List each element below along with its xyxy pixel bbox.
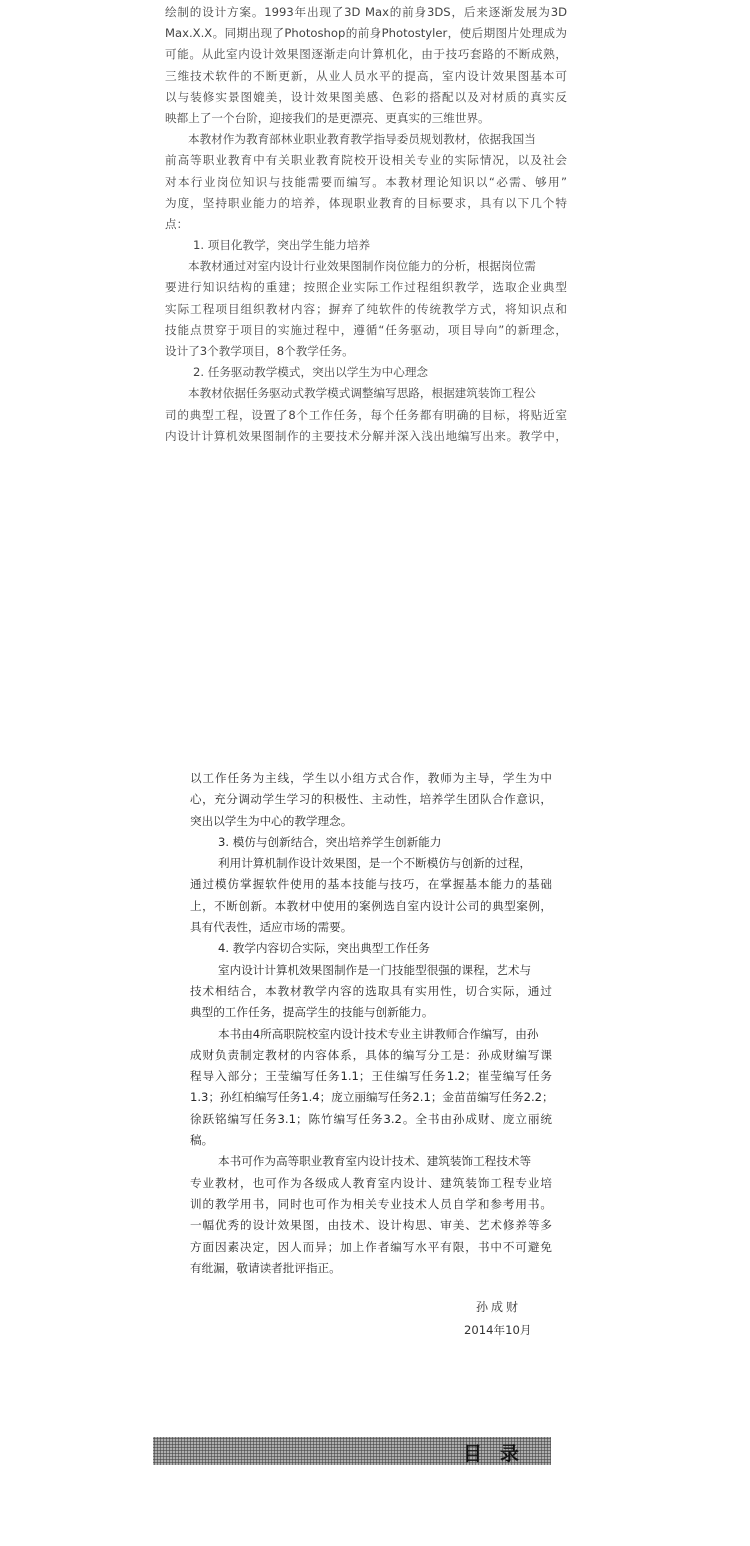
paragraph-line: 技能点贯穿于项目的实施过程中，遵循“任务驱动，项目导向”的新理念，: [165, 322, 567, 337]
paragraph-line: 稿。: [190, 1133, 214, 1148]
paragraph-line: 本教材依据任务驱动式教学模式调整编写思路，根据建筑装饰工程公: [188, 386, 536, 401]
paragraph-line: 本教材作为教育部林业职业教育教学指导委员规划教材，依据我国当: [188, 132, 536, 147]
section-heading: 2. 任务驱动教学模式，突出以学生为中心理念: [193, 365, 429, 380]
paragraph-line: 上，不断创新。本教材中使用的案例选自室内设计公司的典型案例，: [190, 898, 552, 913]
section-heading: 3. 模仿与创新结合，突出培养学生创新能力: [218, 834, 442, 849]
paragraph-line: 突出以学生为中心的教学理念。: [190, 813, 353, 828]
paragraph-line: 训的教学用书，同时也可作为相关专业技术人员自学和参考用书。: [190, 1196, 552, 1211]
paragraph-line: 要进行知识结构的重建；按照企业实际工作过程组织教学，选取企业典型: [165, 280, 567, 295]
paragraph-line: 以工作任务为主线，学生以小组方式合作，教师为主导，学生为中: [190, 771, 552, 785]
paragraph-line: 实际工程项目组织教材内容；摒弃了纯软件的传统教学方式，将知识点和: [165, 301, 567, 316]
paragraph-line: 内设计计算机效果图制作的主要技术分解并深入浅出地编写出来。教学中，: [165, 428, 567, 443]
paragraph-line: 程导入部分；王莹编写任务1.1；王佳编写任务1.2；崔莹编写任务: [190, 1069, 552, 1084]
paragraph-line: 专业教材，也可作为各级成人教育室内设计、建筑装饰工程专业培: [190, 1175, 552, 1190]
paragraph-line: 有纰漏，敬请读者批评指正。: [190, 1260, 341, 1275]
section-heading: 1. 项目化教学，突出学生能力培养: [193, 238, 371, 253]
paragraph-line: 设计了3个教学项目，8个教学任务。: [165, 344, 354, 358]
paragraph-line: 1.3；孙红柏编写任务1.4；庞立丽编写任务2.1；金苗苗编写任务2.2；: [190, 1090, 554, 1105]
paragraph-line: 通过模仿掌握软件使用的基本技能与技巧，在掌握基本能力的基础: [190, 877, 552, 892]
paragraph-line: 典型的工作任务，提高学生的技能与创新能力。: [190, 1005, 434, 1020]
toc-heading-banner: [153, 1437, 551, 1465]
paragraph-line: 成财负责制定教材的内容体系，具体的编写分工是：孙成财编写课: [190, 1047, 552, 1062]
paragraph-line: 可能。从此室内设计效果图逐渐走向计算机化，由于技巧套路的不断成熟，: [165, 47, 567, 62]
paragraph-line: 技术相结合，本教材教学内容的选取具有实用性，切合实际，通过: [190, 983, 552, 998]
paragraph-line: 对本行业岗位知识与技能需要而编写。本教材理论知识以“必需、够用”: [165, 174, 567, 189]
preface-lower-text: [190, 768, 552, 1279]
paragraph-line: 方面因素决定，因人而异；加上作者编写水平有限，书中不可避免: [190, 1239, 552, 1254]
paragraph-line: 司的典型工程，设置了8个工作任务，每个任务都有明确的目标，将贴近室: [165, 407, 567, 422]
paragraph-line: 心，充分调动学生学习的积极性、主动性，培养学生团队合作意识，: [190, 792, 552, 807]
paragraph-line: 本教材通过对室内设计行业效果图制作岗位能力的分析，根据岗位需: [188, 259, 536, 274]
toc-title: 目录: [462, 1443, 537, 1465]
paragraph-line: 点：: [165, 216, 189, 231]
section-heading: 4. 教学内容切合实际，突出典型工作任务: [218, 941, 430, 956]
paragraph-line: 具有代表性，适应市场的需要。: [190, 920, 353, 935]
paragraph-line: 三维技术软件的不断更新，从业人员水平的提高，室内设计效果图基本可: [165, 68, 567, 83]
paragraph-line: 一幅优秀的设计效果图，由技术、设计构思、审美、艺术修养等多: [190, 1218, 552, 1233]
paragraph-line: 为度，坚持职业能力的培养，体现职业教育的目标要求，具有以下几个特: [165, 195, 567, 210]
paragraph-line: 利用计算机制作设计效果图，是一个不断模仿与创新的过程，: [218, 856, 532, 871]
paragraph-line: 映都上了一个台阶，迎接我们的是更漂亮、更真实的三维世界。: [165, 110, 490, 125]
paragraph-line: 本书由4所高职院校室内设计技术专业主讲教师合作编写，由孙: [218, 1026, 539, 1041]
paragraph-line: 以与装修实景图媲美，设计效果图美感、色彩的搭配以及对材质的真实反: [165, 89, 567, 104]
author-signature: 孙成财: [476, 1300, 522, 1314]
paragraph-line: 本书可作为高等职业教育室内设计技术、建筑装饰工程技术等: [218, 1154, 532, 1169]
paragraph-line: 室内设计计算机效果图制作是一门技能型很强的课程，艺术与: [218, 962, 532, 977]
preface-upper-text: [165, 2, 567, 447]
paragraph-line: 前高等职业教育中有关职业教育院校开设相关专业的实际情况，以及社会: [165, 153, 567, 168]
paragraph-line: Max.X.X。同期出现了Photoshop的前身Photostyler，使后期图片处理成为: [165, 26, 567, 41]
signature-date: 2014年10月: [464, 1323, 532, 1337]
paragraph-line: 绘制的设计方案。1993年出现了3D Max的前身3DS，后来逐渐发展为3D: [165, 5, 567, 19]
paragraph-line: 徐跃铭编写任务3.1；陈竹编写任务3.2。全书由孙成财、庞立丽统: [190, 1111, 552, 1126]
